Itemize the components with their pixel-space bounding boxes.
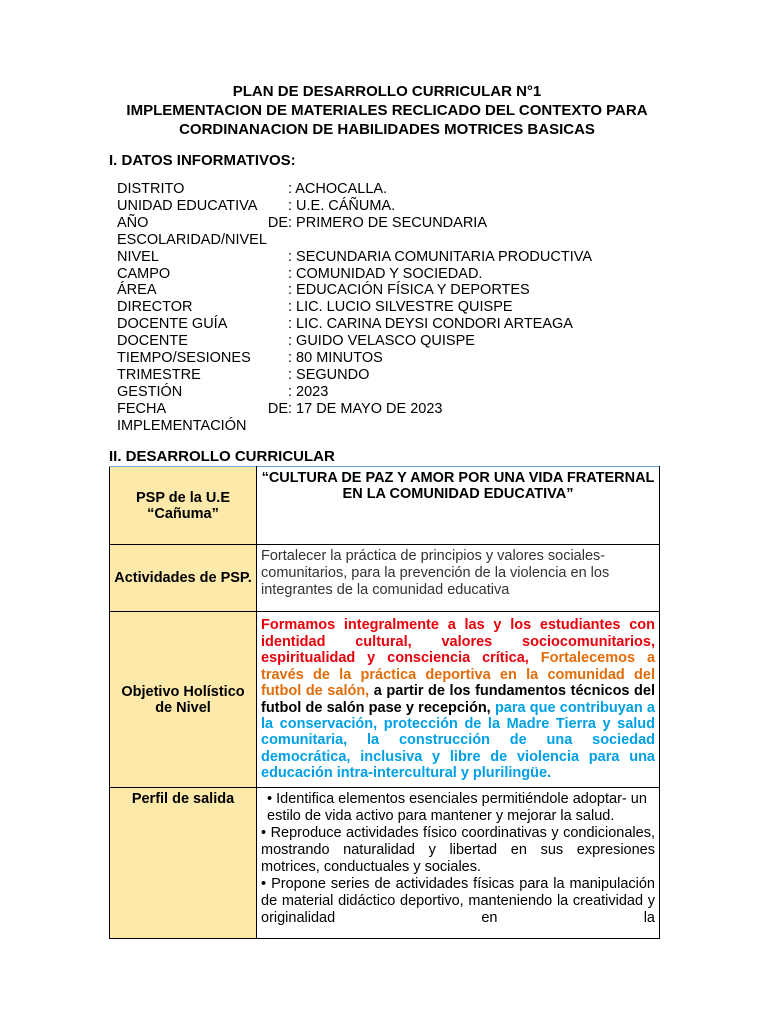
objetivo-text-red: Formamos integralmente a las y los estudiantes con identidad cultural, valores sociocomunitarios, espiritualidad y consciencia crítica, xyxy=(261,617,655,667)
document-title-line1: PLAN DE DESARROLLO CURRICULAR N°1 xyxy=(232,83,542,100)
info-row xyxy=(117,282,657,299)
info-row xyxy=(117,299,657,316)
curriculum-table xyxy=(109,466,660,939)
info-label: DOCENTE xyxy=(117,333,188,350)
info-label-part: ESCOLARIDAD/NIVEL xyxy=(117,231,267,248)
perfil-item: • Reproduce actividades físico coordinativas y condicionales, mostrando naturalidad y libertad en sus expresiones motrices, conductuales y sociales. xyxy=(261,825,655,875)
info-label-part: FECHA xyxy=(117,400,167,417)
info-label-part: AÑO xyxy=(117,214,149,231)
info-value: : ACHOCALLA. xyxy=(288,181,388,197)
info-value: : EDUCACIÓN FÍSICA Y DEPORTES xyxy=(288,282,530,299)
psp-label: PSP de la U.E “Cañuma” xyxy=(110,467,257,545)
info-value: : 2023 xyxy=(288,383,329,400)
info-value: : PRIMERO DE SECUNDARIA xyxy=(288,214,487,231)
info-row xyxy=(117,384,657,401)
info-value: : 80 MINUTOS xyxy=(288,350,383,367)
info-value: : LIC. CARINA DEYSI CONDORI ARTEAGA xyxy=(288,316,573,333)
document-title-line3: CORDINANACION DE HABILIDADES MOTRICES BASICAS xyxy=(179,121,595,138)
info-value: : LIC. LUCIO SILVESTRE QUISPE xyxy=(288,299,513,316)
info-row xyxy=(117,198,657,215)
section-heading-desarrollo: II. DESARROLLO CURRICULAR xyxy=(109,448,335,465)
section-heading-datos: I. DATOS INFORMATIVOS: xyxy=(109,152,296,169)
table-row-perfil xyxy=(110,788,660,939)
psp-value: “CULTURA DE PAZ Y AMOR POR UNA VIDA FRATERNAL EN LA COMUNIDAD EDUCATIVA” xyxy=(257,467,660,545)
info-row xyxy=(117,333,657,350)
info-row xyxy=(117,181,657,198)
info-value: : 17 DE MAYO DE 2023 xyxy=(288,400,443,417)
table-row-objetivo xyxy=(110,612,660,788)
info-label: DIRECTOR xyxy=(117,299,193,316)
info-value: : COMUNIDAD Y SOCIEDAD. xyxy=(288,265,483,282)
info-label: DOCENTE GUÍA xyxy=(117,316,228,333)
info-label: UNIDAD EDUCATIVA xyxy=(117,197,258,214)
table-row-psp xyxy=(110,467,660,545)
perfil-item: • Identifica elementos esenciales permitiéndole adoptar- un estilo de vida activo para mantener y mejorar la salud. xyxy=(267,791,647,824)
info-label-split xyxy=(117,215,288,232)
objetivo-value xyxy=(257,612,660,788)
info-label-split xyxy=(117,401,288,418)
objetivo-label: Objetivo Holístico de Nivel xyxy=(110,612,257,788)
info-row xyxy=(117,316,657,333)
perfil-label: Perfil de salida xyxy=(110,788,257,939)
info-value: : SECUNDARIA COMUNITARIA PRODUCTIVA xyxy=(288,248,592,265)
info-label: ÁREA xyxy=(117,282,157,299)
objetivo-text-black: a partir de los fundamentos técnicos del futbol de salón pase y recepción, xyxy=(261,683,656,716)
info-row xyxy=(117,249,657,266)
info-list xyxy=(117,181,657,435)
info-row xyxy=(117,215,657,249)
info-label-part: DE xyxy=(267,400,288,417)
info-label-part: DE xyxy=(267,214,288,231)
info-value: : SEGUNDO xyxy=(288,366,370,383)
objetivo-text-blue: para que contribuyan a la conservación, protección de la Madre Tierra y salud comunitaria, la construcción de una sociedad democrática, inclusiva y libre de violencia para una educación intra-intercultural y plurilingüe. xyxy=(261,699,655,782)
document-title-line2: IMPLEMENTACION DE MATERIALES RECLICADO DEL CONTEXTO PARA xyxy=(126,102,648,119)
info-value: : U.E. CÁÑUMA. xyxy=(288,197,396,214)
info-row xyxy=(117,401,657,435)
info-label: DISTRITO xyxy=(117,181,185,197)
info-label: TRIMESTRE xyxy=(117,366,201,383)
perfil-item: • Propone series de actividades físicas para la manipulación de material didáctico deportivo, manteniendo la creatividad y originalidad en la xyxy=(261,876,655,926)
info-row xyxy=(117,266,657,283)
table-row-actividades xyxy=(110,545,660,612)
info-label: TIEMPO/SESIONES xyxy=(117,350,251,367)
info-row xyxy=(117,367,657,384)
actividades-value: Fortalecer la práctica de principios y valores sociales-comunitarios, para la prevención de la violencia en los integrantes de la comunidad educativa xyxy=(257,545,660,612)
info-label-multiline xyxy=(117,215,288,249)
info-value: : GUIDO VELASCO QUISPE xyxy=(288,333,475,350)
perfil-value xyxy=(257,788,660,939)
info-row xyxy=(117,350,657,367)
actividades-label: Actividades de PSP. xyxy=(110,545,257,612)
objetivo-text-orange: Fortalecemos a través de la práctica deportiva en la comunidad del futbol de salón, xyxy=(261,650,656,700)
info-label: GESTIÓN xyxy=(117,383,183,400)
info-label: CAMPO xyxy=(117,265,171,282)
info-label-part: IMPLEMENTACIÓN xyxy=(117,417,247,434)
info-label: NIVEL xyxy=(117,248,159,265)
info-label-multiline xyxy=(117,401,288,435)
